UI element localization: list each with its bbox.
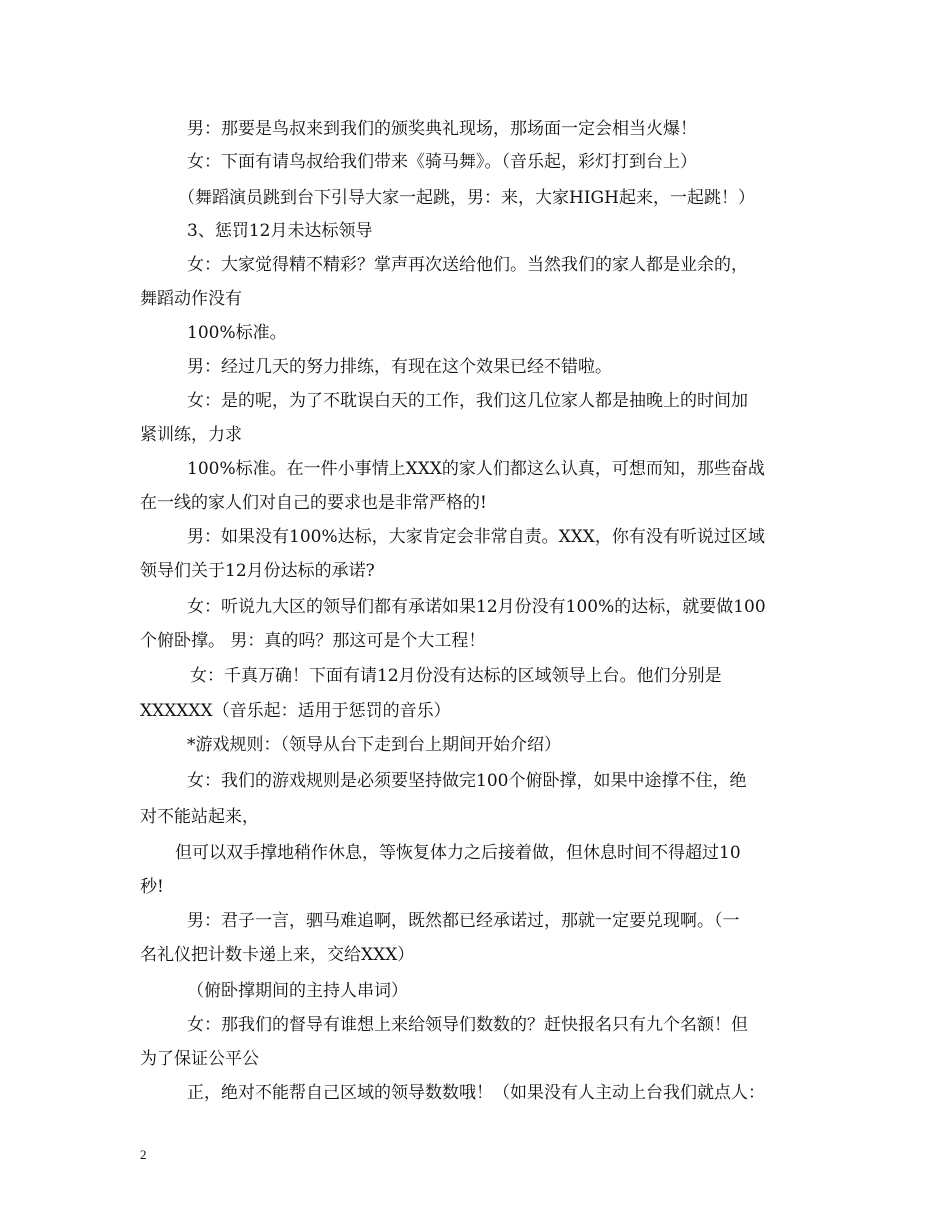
text-line: 女：大家觉得精不精彩？掌声再次送给他们。当然我们的家人都是业余的， <box>187 255 748 275</box>
text-line: 名礼仪把计数卡递上来，交给XXX） <box>140 945 415 965</box>
text-line: 女：是的呢，为了不耽误白天的工作，我们这几位家人都是抽晚上的时间加 <box>187 391 748 411</box>
text-line: 男：君子一言，驷马难追啊，既然都已经承诺过，那就一定要兑现啊。（一 <box>187 911 740 931</box>
text-line: 秒! <box>140 877 164 897</box>
text-line: 100%标准。在一件小事情上XXX的家人们都这么认真，可想而知，那些奋战 <box>187 459 765 479</box>
text-line: 女：下面有请鸟叔给我们带来《骑马舞》。（音乐起，彩灯打到台上） <box>187 152 697 172</box>
text-line: （俯卧撑期间的主持人串词） <box>187 981 408 1001</box>
text-line: 男：如果没有100%达标，大家肯定会非常自责。XXX，你有没有听说过区域 <box>187 527 765 547</box>
section-heading: 3、惩罚12月未达标领导 <box>187 221 373 241</box>
text-line: 女：那我们的督导有谁想上来给领导们数数的？赶快报名只有九个名额！但 <box>187 1015 748 1035</box>
text-line: 正，绝对不能帮自己区域的领导数数哦！（如果没有人主动上台我们就点人： <box>187 1083 765 1103</box>
text-line: 个俯卧撑。 男：真的吗？那这可是个大工程！ <box>140 631 486 651</box>
text-line: 在一线的家人们对自己的要求也是非常严格的! <box>140 493 487 513</box>
text-line: 为了保证公平公 <box>140 1049 259 1069</box>
text-line: 舞蹈动作没有 <box>140 289 242 309</box>
text-line: 100%标准。 <box>187 323 287 343</box>
text-line: 对不能站起来， <box>140 807 259 827</box>
text-line: 女：我们的游戏规则是必须要坚持做完100个俯卧撑，如果中途撑不住，绝 <box>187 771 747 791</box>
page-number: 2 <box>140 1147 147 1162</box>
text-line: 女：千真万确！下面有请12月份没有达标的区域领导上台。他们分别是 <box>190 666 722 686</box>
text-line: XXXXXX（音乐起：适用于惩罚的音乐） <box>140 701 451 721</box>
text-line: 男：经过几天的努力排练，有现在这个效果已经不错啦。 <box>187 357 612 377</box>
text-line: 但可以双手撑地稍作休息，等恢复体力之后接着做，但休息时间不得超过10 <box>175 843 741 863</box>
text-line: 领导们关于12月份达标的承诺? <box>140 561 375 581</box>
text-line: 紧训练，力求 <box>140 425 242 445</box>
text-line: *游戏规则：（领导从台下走到台上期间开始介绍） <box>187 735 561 755</box>
text-line: （舞蹈演员跳到台下引导大家一起跳，男：来，大家HIGH起来，一起跳！） <box>178 188 755 208</box>
text-line: 女：听说九大区的领导们都有承诺如果12月份没有100%的达标，就要做100 <box>187 597 766 617</box>
text-line: 男：那要是鸟叔来到我们的颁奖典礼现场，那场面一定会相当火爆！ <box>187 119 697 139</box>
